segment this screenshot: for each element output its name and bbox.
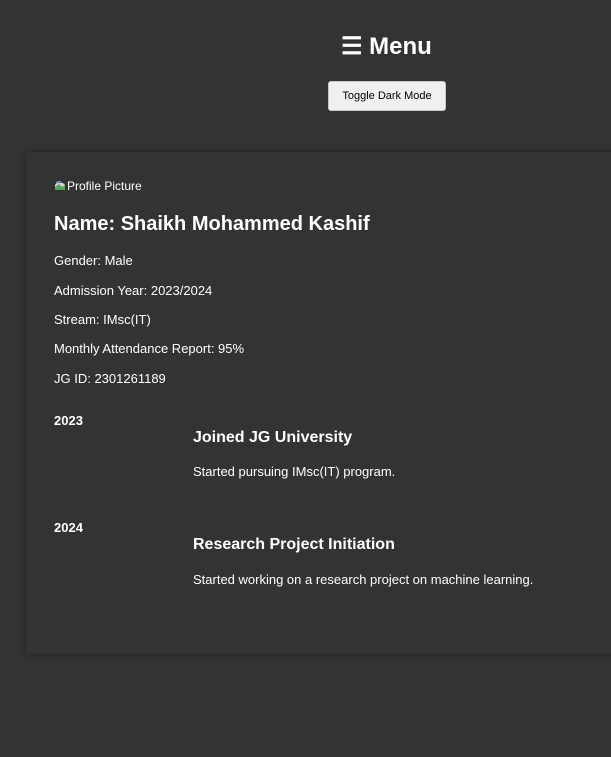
timeline-title: Research Project Initiation: [193, 536, 395, 553]
menu-title[interactable]: ☰ Menu: [341, 33, 432, 60]
student-name: Name: Shaikh Mohammed Kashif: [54, 213, 370, 235]
timeline-title: Joined JG University: [193, 429, 353, 446]
admission-year-info: Admission Year: 2023/2024: [54, 283, 213, 298]
timeline-year: 2023: [54, 413, 83, 428]
timeline-year: 2024: [54, 520, 83, 535]
timeline-description: Started working on a research project on machine learning.: [193, 572, 534, 587]
profile-picture-alt: Profile Picture: [67, 179, 142, 193]
jg-id-info: JG ID: 2301261189: [54, 371, 166, 386]
broken-image-icon: [54, 180, 66, 192]
attendance-info: Monthly Attendance Report: 95%: [54, 341, 245, 356]
toggle-dark-mode-button[interactable]: Toggle Dark Mode: [328, 81, 446, 111]
stream-info: Stream: IMsc(IT): [54, 312, 151, 327]
profile-picture: [54, 179, 142, 193]
profile-card: [26, 152, 611, 654]
gender-info: Gender: Male: [54, 253, 133, 268]
timeline-description: Started pursuing IMsc(IT) program.: [193, 464, 396, 479]
